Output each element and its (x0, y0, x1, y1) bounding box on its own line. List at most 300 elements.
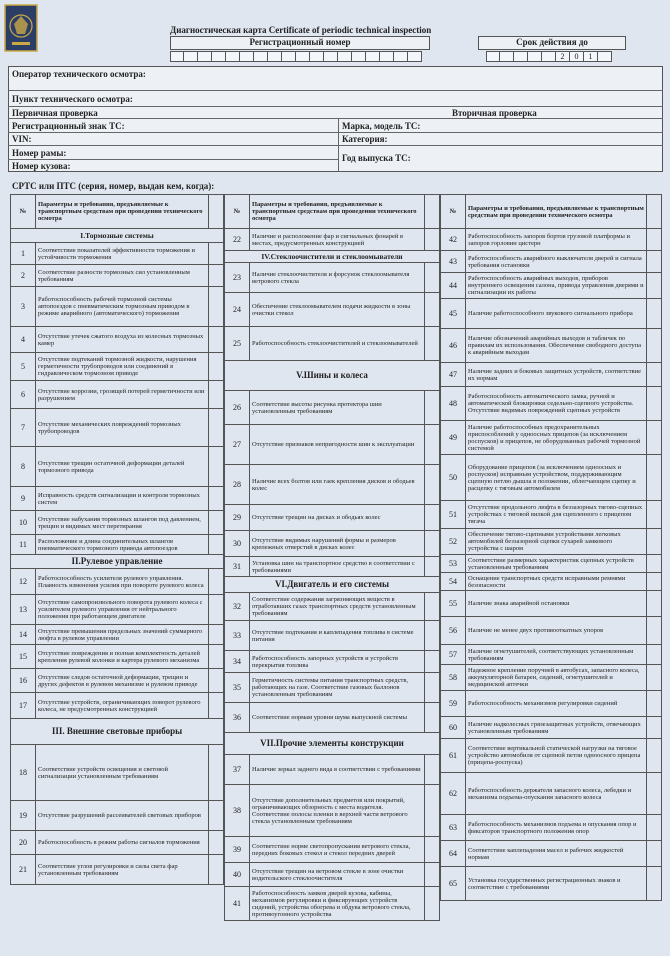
primary-check-label: Первичная проверка (12, 108, 98, 118)
date-cell (528, 51, 542, 62)
item-result-cell[interactable] (209, 745, 224, 801)
section-heading-row (225, 361, 440, 391)
coat-of-arms-emblem (4, 4, 38, 52)
item-requirement: Отсутствие механических повреждений тормозных трубопроводов (36, 409, 209, 447)
item-number: 27 (225, 425, 250, 465)
item-number: 37 (225, 755, 250, 785)
checklist-row (11, 855, 224, 885)
item-number: 57 (441, 645, 466, 665)
item-result-cell[interactable] (425, 293, 440, 327)
section-heading: III. Внешние световые приборы (11, 719, 224, 745)
header-params: Параметры и требования, предъявляемые к транспортным средствам при проведении технического осмотра (36, 195, 209, 229)
item-number: 54 (441, 573, 466, 591)
item-requirement: Отсутствие набухания тормозных шлангов под давлением, трещин и видимых мест перетирания (36, 511, 209, 535)
item-result-cell[interactable] (647, 421, 662, 455)
item-result-cell[interactable] (425, 425, 440, 465)
section-heading-row (225, 733, 440, 755)
item-requirement: Соответствие высоты рисунка протектора шин установленным требованиям (250, 391, 425, 425)
item-result-cell[interactable] (209, 693, 224, 719)
divider (8, 132, 663, 133)
reg-number-cell (296, 51, 310, 62)
item-requirement: Соответствие показателей эффективности торможения и устойчивости торможения (36, 243, 209, 265)
item-result-cell[interactable] (425, 785, 440, 837)
checklist-row (11, 511, 224, 535)
item-number: 47 (441, 363, 466, 387)
item-requirement: Наличие и расположение фар и сигнальных фонарей в местах, предусмотренных конструкцией (250, 229, 425, 251)
reg-number-cell (170, 51, 184, 62)
item-result-cell[interactable] (647, 387, 662, 421)
reg-number-cell (212, 51, 226, 62)
item-number: 51 (441, 501, 466, 529)
checklist-row (11, 693, 224, 719)
item-requirement: Отсутствие превышения предельных значений суммарного люфта в рулевом управлении (36, 625, 209, 645)
checklist-row (441, 501, 662, 529)
checklist-row (441, 841, 662, 867)
checklist-row (11, 487, 224, 511)
item-result-cell[interactable] (209, 243, 224, 265)
header-mark (425, 195, 440, 229)
item-number: 32 (225, 593, 250, 621)
srts-label: СРТС или ПТС (серия, номер, выдан кем, когда): (12, 181, 215, 191)
reg-number-cells (170, 51, 422, 62)
item-number: 34 (225, 651, 250, 673)
item-result-cell[interactable] (647, 455, 662, 501)
item-requirement: Работоспособность держателя запасного колеса, лебедки и механизма подъема-опускания запасного колеса (466, 773, 647, 815)
item-result-cell[interactable] (425, 505, 440, 531)
item-result-cell[interactable] (425, 229, 440, 251)
checklist-row (225, 651, 440, 673)
item-result-cell[interactable] (647, 617, 662, 645)
item-requirement: Отсутствие продольного люфта в беззазорных тягово-сцепных устройствах с тяговой вилкой для сцепленного с прицепом тягача (466, 501, 647, 529)
table-header-row (11, 195, 224, 229)
item-number: 48 (441, 387, 466, 421)
checklist-row (11, 625, 224, 645)
item-requirement: Наличие стеклоочистителя и форсунок стеклоомывателя ветрового стекла (250, 263, 425, 293)
checklist-column-1 (10, 194, 224, 885)
checklist-row (225, 837, 440, 863)
item-number: 55 (441, 591, 466, 617)
item-number: 21 (11, 855, 36, 885)
header-mark (209, 195, 224, 229)
item-requirement: Отсутствие коррозии, грозящей потерей герметичности или разрушением (36, 381, 209, 409)
item-result-cell[interactable] (425, 651, 440, 673)
item-requirement: Работоспособность замков дверей кузова, кабины, механизмов регулировки и фиксирующих устройств сидений, устройства обогрева и обдува ветрового стекла, противоугонного устройства (250, 887, 425, 921)
checklist-row (441, 229, 662, 251)
secondary-check-label: Вторичная проверка (452, 108, 537, 118)
item-result-cell[interactable] (647, 529, 662, 555)
item-requirement: Оборудование прицепов (за исключением одноосных и роспусков) исправным устройством, поддерживающим сцепную петлю дышла в положении, облегчающем сцепку и расцепку с тяговым автомобилем (466, 455, 647, 501)
year-digit: 0 (570, 51, 584, 62)
section-heading-row (225, 577, 440, 593)
checklist-row (11, 831, 224, 855)
item-requirement: Соответствие каплепадения масел и рабочих жидкостей нормам (466, 841, 647, 867)
reg-number-cell (394, 51, 408, 62)
frame-number-label: Номер рамы: (12, 148, 67, 158)
item-result-cell[interactable] (425, 703, 440, 733)
checklist-row (225, 327, 440, 361)
checklist-row (441, 867, 662, 901)
checklist-row (11, 409, 224, 447)
item-requirement: Наличие не менее двух противооткатных упоров (466, 617, 647, 645)
item-number: 19 (11, 801, 36, 831)
item-result-cell[interactable] (425, 755, 440, 785)
item-number: 30 (225, 531, 250, 557)
item-result-cell[interactable] (425, 391, 440, 425)
item-requirement: Отсутствие трещин остаточной деформации деталей тормозного привода (36, 447, 209, 487)
item-number: 4 (11, 327, 36, 353)
item-result-cell[interactable] (425, 887, 440, 921)
item-requirement: Отсутствие устройств, ограничивающих поворот рулевого колеса, не предусмотренных конструкцией (36, 693, 209, 719)
item-number: 26 (225, 391, 250, 425)
item-requirement: Наличие зеркал заднего вида в соответствии с требованиями (250, 755, 425, 785)
checklist-row (225, 505, 440, 531)
item-number: 53 (441, 555, 466, 573)
item-requirement: Надежное крепление поручней в автобусах, запасного колеса, аккумуляторной батареи, сидений, огнетушителей и медицинской аптечки (466, 665, 647, 691)
item-number: 42 (441, 229, 466, 251)
checklist-row (11, 801, 224, 831)
item-result-cell[interactable] (647, 691, 662, 717)
item-number: 10 (11, 511, 36, 535)
item-requirement: Работоспособность механизмов подъема и опускания опор и фиксаторов транспортного положения опор (466, 815, 647, 841)
item-result-cell[interactable] (647, 739, 662, 773)
checklist-row (225, 263, 440, 293)
item-requirement: Работоспособность стеклоочистителей и стеклоомывателей (250, 327, 425, 361)
item-number: 52 (441, 529, 466, 555)
item-requirement: Работоспособность автоматического замка, ручной и автоматической блокировки седельно-сцепного устройства. Отсутствие видимых повреждений сцепных устройств (466, 387, 647, 421)
item-number: 14 (11, 625, 36, 645)
checklist-row (441, 717, 662, 739)
header-params: Параметры и требования, предъявляемые к транспортным средствам при проведении технического осмотра (466, 195, 647, 229)
item-number: 29 (225, 505, 250, 531)
checklist-row (225, 593, 440, 621)
reg-number-label: Регистрационный номер (249, 37, 351, 47)
checklist-row (441, 645, 662, 665)
item-result-cell[interactable] (209, 511, 224, 535)
inspection-point-label: Пункт технического осмотра: (12, 94, 133, 104)
item-result-cell[interactable] (647, 573, 662, 591)
checklist-row (441, 387, 662, 421)
reg-number-cell (254, 51, 268, 62)
item-result-cell[interactable] (209, 265, 224, 287)
checklist-row (441, 363, 662, 387)
item-result-cell[interactable] (425, 621, 440, 651)
item-result-cell[interactable] (425, 327, 440, 361)
checklist-row (225, 785, 440, 837)
item-result-cell[interactable] (425, 673, 440, 703)
item-result-cell[interactable] (209, 381, 224, 409)
item-number: 40 (225, 863, 250, 887)
item-number: 5 (11, 353, 36, 381)
item-requirement: Наличие огнетушителей, соответствующих установленным требованиям (466, 645, 647, 665)
item-number: 59 (441, 691, 466, 717)
reg-number-cell (184, 51, 198, 62)
item-result-cell[interactable] (209, 595, 224, 625)
item-number: 60 (441, 717, 466, 739)
checklist-row (225, 531, 440, 557)
item-result-cell[interactable] (647, 773, 662, 815)
item-number: 25 (225, 327, 250, 361)
reg-number-cell (324, 51, 338, 62)
year-of-manufacture-label: Год выпуска ТС: (342, 153, 411, 163)
item-result-cell[interactable] (425, 837, 440, 863)
item-number: 17 (11, 693, 36, 719)
item-number: 23 (225, 263, 250, 293)
item-result-cell[interactable] (209, 625, 224, 645)
item-result-cell[interactable] (647, 363, 662, 387)
reg-number-cell (282, 51, 296, 62)
checklist-row (225, 703, 440, 733)
item-result-cell[interactable] (209, 327, 224, 353)
reg-number-cell (268, 51, 282, 62)
reg-number-header (170, 36, 430, 50)
item-number: 24 (225, 293, 250, 327)
checklist-row (225, 229, 440, 251)
item-number: 12 (11, 569, 36, 595)
checklist-row (11, 569, 224, 595)
divider (8, 159, 338, 160)
reg-number-cell (240, 51, 254, 62)
item-requirement: Работоспособность механизмов регулировки сидений (466, 691, 647, 717)
section-heading-row (11, 719, 224, 745)
valid-until-label: Срок действия до (516, 37, 588, 47)
item-number: 13 (11, 595, 36, 625)
item-result-cell[interactable] (209, 487, 224, 511)
checklist-row (441, 691, 662, 717)
checklist-row (225, 465, 440, 505)
item-requirement: Герметичность системы питания транспортных средств, работающих на газе. Соответствие газовых баллонов установленным требованиям (250, 673, 425, 703)
page-title: Диагностическая карта Certificate of periodic technical inspection (170, 25, 432, 35)
vehicle-info-block (8, 66, 663, 172)
checklist-row (225, 557, 440, 577)
item-requirement: Работоспособность рабочей тормозной системы автопоездов с пневматическим тормозным приводом в режиме аварийного (автоматического) торможения (36, 287, 209, 327)
item-requirement: Отсутствие повреждения и полная комплектность деталей крепления рулевой колонки и картера рулевого механизма (36, 645, 209, 669)
item-requirement: Работоспособность в режим работы сигналов торможения (36, 831, 209, 855)
item-requirement: Отсутствие следов остаточной деформации, трещин и других дефектов в рулевом механизме и рулевом приводе (36, 669, 209, 693)
item-number: 3 (11, 287, 36, 327)
item-result-cell[interactable] (647, 815, 662, 841)
checklist-row (11, 447, 224, 487)
item-requirement: Работоспособность аварийных выходов, приборов внутреннего освещения салона, привода управления дверями и сигнализации их работы (466, 273, 647, 299)
item-requirement: Отсутствие дополнительных предметов или покрытий, ограничивающих обзорность с места водителя. Соответствие полосы пленки в верхней части ветрового стекла установленным требованиям (250, 785, 425, 837)
item-result-cell[interactable] (425, 531, 440, 557)
item-number: 46 (441, 329, 466, 363)
section-heading: V.Шины и колеса (225, 361, 440, 391)
item-result-cell[interactable] (647, 841, 662, 867)
item-requirement: Наличие задних и боковых защитных устройств, соответствие их нормам (466, 363, 647, 387)
item-result-cell[interactable] (209, 535, 224, 555)
item-number: 38 (225, 785, 250, 837)
valid-until-cells (486, 51, 612, 62)
item-result-cell[interactable] (647, 867, 662, 901)
item-number: 22 (225, 229, 250, 251)
item-number: 64 (441, 841, 466, 867)
checklist-column-2 (224, 194, 440, 921)
item-result-cell[interactable] (425, 263, 440, 293)
item-number: 28 (225, 465, 250, 505)
header-number: № (225, 195, 250, 229)
reg-number-cell (226, 51, 240, 62)
item-requirement: Обеспечение стеклоомывателем подачи жидкости в зоны очистки стекол (250, 293, 425, 327)
item-number: 62 (441, 773, 466, 815)
item-result-cell[interactable] (209, 645, 224, 669)
checklist-row (11, 645, 224, 669)
vin-label: VIN: (12, 134, 32, 144)
item-number: 33 (225, 621, 250, 651)
checklist-row (441, 739, 662, 773)
item-result-cell[interactable] (647, 645, 662, 665)
checklist-row (225, 621, 440, 651)
item-result-cell[interactable] (209, 831, 224, 855)
item-number: 45 (441, 299, 466, 329)
date-cell (542, 51, 556, 62)
item-result-cell[interactable] (647, 329, 662, 363)
checklist-row (11, 287, 224, 327)
item-result-cell[interactable] (647, 591, 662, 617)
reg-number-cell (338, 51, 352, 62)
checklist-row (225, 293, 440, 327)
item-requirement: Исправность средств сигнализации и контроля тормозных систем (36, 487, 209, 511)
table-header-row (441, 195, 662, 229)
section-heading-row (11, 229, 224, 243)
checklist-row (441, 455, 662, 501)
valid-until-header (478, 36, 626, 50)
item-requirement: Отсутствие признаков непригодности шин к эксплуатации (250, 425, 425, 465)
item-requirement: Работоспособность запоров бортов грузовой платформы и запоров горловин цистерн (466, 229, 647, 251)
item-result-cell[interactable] (209, 669, 224, 693)
item-number: 56 (441, 617, 466, 645)
reg-number-cell (310, 51, 324, 62)
section-heading-row (11, 555, 224, 569)
item-requirement: Установка государственных регистрационных знаков и соответствие с требованиями (466, 867, 647, 901)
item-result-cell[interactable] (209, 447, 224, 487)
item-result-cell[interactable] (647, 665, 662, 691)
item-number: 44 (441, 273, 466, 299)
item-number: 41 (225, 887, 250, 921)
item-requirement: Наличие надколесных грязезащитных устройств, отвечающих установленным требованиям (466, 717, 647, 739)
checklist-row (441, 773, 662, 815)
header-number: № (11, 195, 36, 229)
item-result-cell[interactable] (425, 465, 440, 505)
item-result-cell[interactable] (647, 229, 662, 251)
item-result-cell[interactable] (647, 717, 662, 739)
checklist-row (441, 251, 662, 273)
item-result-cell[interactable] (425, 863, 440, 887)
item-requirement: Установка шин на транспортное средство в соответствии с требованиями (250, 557, 425, 577)
item-result-cell[interactable] (647, 273, 662, 299)
item-requirement: Обеспечение тягово-сцепными устройствами легковых автомобилей беззазорной сцепки сухарей замкового устройства с шаром (466, 529, 647, 555)
checklist-row (441, 815, 662, 841)
checklist-row (11, 669, 224, 693)
item-requirement: Отсутствие утечек сжатого воздуха из колесных тормозных камер (36, 327, 209, 353)
item-number: 65 (441, 867, 466, 901)
item-number: 11 (11, 535, 36, 555)
section-heading-row (225, 251, 440, 263)
item-requirement: Соответствие устройств освещения и световой сигнализации установленным требованиям (36, 745, 209, 801)
checklist-row (225, 391, 440, 425)
item-result-cell[interactable] (209, 569, 224, 595)
checklist-row (441, 665, 662, 691)
item-requirement: Наличие всех болтов или гаек крепления дисков и ободьев колес (250, 465, 425, 505)
item-number: 9 (11, 487, 36, 511)
body-number-label: Номер кузова: (12, 161, 71, 171)
item-requirement: Работоспособность усилителя рулевого управления. Плавность изменения усилия при повороте рулевого колеса (36, 569, 209, 595)
date-cell (500, 51, 514, 62)
checklist-row (441, 273, 662, 299)
item-requirement: Соответствие размерных характеристик сцепных устройств установленным требованиям (466, 555, 647, 573)
item-requirement: Отсутствие трещин на дисках и ободьях колес (250, 505, 425, 531)
item-requirement: Работоспособность запорных устройств и устройств перекрытия топлива (250, 651, 425, 673)
item-requirement: Соответствие нормам уровня шума выпускной системы (250, 703, 425, 733)
item-result-cell[interactable] (647, 501, 662, 529)
operator-label: Оператор технического осмотра: (12, 69, 146, 79)
checklist-row (441, 555, 662, 573)
item-result-cell[interactable] (425, 557, 440, 577)
divider (8, 118, 663, 119)
category-label: Категория: (342, 134, 388, 144)
reg-number-cell (352, 51, 366, 62)
checklist-row (441, 617, 662, 645)
item-number: 31 (225, 557, 250, 577)
item-number: 61 (441, 739, 466, 773)
item-number: 58 (441, 665, 466, 691)
section-heading: II.Рулевое управление (11, 555, 224, 569)
item-requirement: Отсутствие подтекания и каплепадения топлива в системе питания (250, 621, 425, 651)
item-requirement: Отсутствие трещин на ветровом стекле в зоне очистки водительского стеклоочистителя (250, 863, 425, 887)
item-result-cell[interactable] (209, 409, 224, 447)
section-heading: I.Тормозные системы (11, 229, 224, 243)
divider (8, 90, 663, 91)
checklist-row (225, 673, 440, 703)
item-number: 1 (11, 243, 36, 265)
reg-number-cell (366, 51, 380, 62)
item-requirement: Соответствие вертикальной статической нагрузки на тяговое устройство автомобиля от сцепной петли одноосного прицепа (прицепа-роспуска) (466, 739, 647, 773)
header-number: № (441, 195, 466, 229)
item-number: 50 (441, 455, 466, 501)
checklist-row (11, 353, 224, 381)
item-result-cell[interactable] (647, 251, 662, 273)
item-requirement: Расположение и длина соединительных шлангов пневматического тормозного привода автопоездов (36, 535, 209, 555)
reg-sign-label: Регистрационный знак ТС: (12, 121, 125, 131)
item-number: 39 (225, 837, 250, 863)
item-result-cell[interactable] (647, 299, 662, 329)
checklist-row (225, 863, 440, 887)
year-digit: 2 (556, 51, 570, 62)
item-result-cell[interactable] (209, 855, 224, 885)
item-result-cell[interactable] (209, 801, 224, 831)
date-cell (598, 51, 612, 62)
item-number: 63 (441, 815, 466, 841)
item-result-cell[interactable] (209, 353, 224, 381)
date-cell (514, 51, 528, 62)
item-result-cell[interactable] (647, 555, 662, 573)
item-result-cell[interactable] (425, 593, 440, 621)
item-result-cell[interactable] (209, 287, 224, 327)
item-requirement: Наличие работоспособных предохранительных приспособлений у одноосных прицепов (за исключением роспусков) и прицепов, не оборудованных рабочей тормозной системой (466, 421, 647, 455)
checklist-row (11, 327, 224, 353)
item-number: 20 (11, 831, 36, 855)
section-heading: VI.Двигатель и его системы (225, 577, 440, 593)
checklist-row (11, 535, 224, 555)
checklist-row (225, 425, 440, 465)
checklist-row (441, 529, 662, 555)
item-requirement: Соответствие разности тормозных сил установленным требованиям (36, 265, 209, 287)
table-header-row (225, 195, 440, 229)
reg-number-cell (380, 51, 394, 62)
item-number: 6 (11, 381, 36, 409)
item-requirement: Работоспособность аварийного выключателя дверей и сигнала требования остановки (466, 251, 647, 273)
item-requirement: Отсутствие самопроизвольного поворота рулевого колеса с усилителем рулевого управления от нейтрального положения при работающем двигателе (36, 595, 209, 625)
item-number: 16 (11, 669, 36, 693)
